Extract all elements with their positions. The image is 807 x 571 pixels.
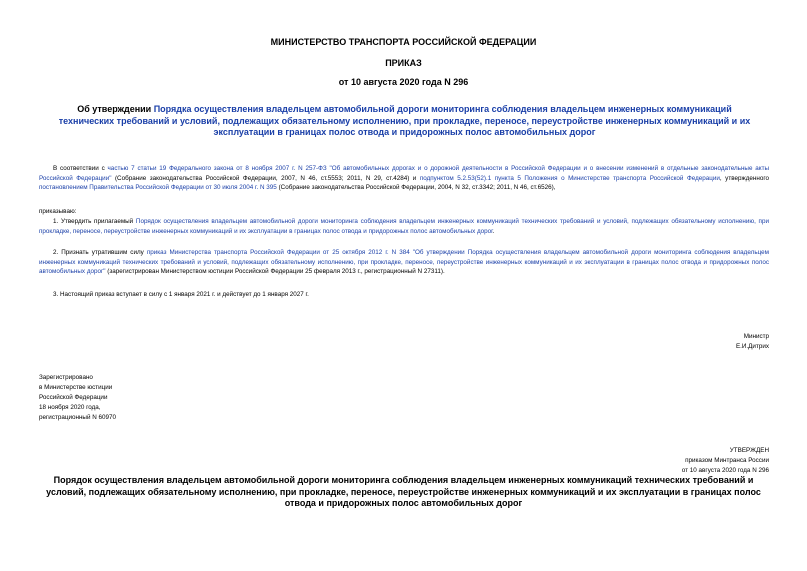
title-procedure-link[interactable]: Порядка осуществления владельцем автомобильной дороги мониторинга соблюдения владельцем инженерных коммуникаций технических требований и условий, подлежащих обязательному исполнению, при прокладке, переносе, переустройстве инженерных коммуникаций и их эксплуатации в границах полос отвода и придорожных полос автомобильных дорог: [58, 104, 751, 137]
registration-line-2: в Министерстве юстиции: [39, 384, 113, 391]
doc-type-heading: ПРИКАЗ: [385, 58, 422, 68]
intro-text-3: , утвержденного: [719, 174, 769, 182]
document-title: [52, 104, 757, 139]
intro-text-4: (Собрание законодательства Российской Федерации, 2004, N 32, ст.3342; 2011, N 46, ст.6526),: [276, 184, 556, 192]
registration-line-4: 18 ноября 2020 года,: [39, 404, 101, 411]
signature-block: [736, 332, 769, 352]
approved-block: [682, 446, 769, 475]
approved-line-3: от 10 августа 2020 года N 296: [681, 466, 769, 474]
approved-line-1: УТВЕРЖДЕН: [729, 447, 769, 454]
title-prefix: Об утверждении: [77, 104, 154, 114]
item-3-paragraph: 3. Настоящий приказ вступает в силу с 1 января 2021 г. и действует до 1 января 2027 г.: [53, 291, 309, 298]
orders-line: приказываю:: [39, 208, 77, 215]
intro-text-1: В соответствии с: [53, 165, 108, 172]
intro-paragraph: [39, 164, 769, 193]
approved-line-2: приказом Минтранса России: [685, 456, 769, 464]
government-resolution-link[interactable]: постановлением Правительства Российской Федерации от 30 июля 2004 г. N 395: [39, 184, 277, 192]
item-1-text-1: 1. Утвердить прилагаемый: [53, 218, 136, 225]
registration-line-5: регистрационный N 60970: [39, 414, 117, 421]
item-1-procedure-link[interactable]: Порядок осуществления владельцем автомобильной дороги мониторинга соблюдения владельцем инженерных коммуникаций технических требований и условий, подлежащих обязательному исполнению, при прокладке, переносе, переустройстве инженерных коммуникаций и их эксплуатации в границах полос отвода и придорожных полос автомобильных дорог: [39, 218, 769, 235]
ministry-heading: МИНИСТЕРСТВО ТРАНСПОРТА РОССИЙСКОЙ ФЕДЕРАЦИИ: [270, 37, 537, 47]
signature-name: Е.И.Дитрих: [735, 342, 769, 350]
item-2-paragraph: [39, 248, 769, 277]
doc-date-number: от 10 августа 2020 года N 296: [338, 77, 469, 87]
intro-text-2: (Собрание законодательства Российской Федерации, 2007, N 46, ст.5553; 2011, N 29, ст.4284) и: [111, 174, 420, 182]
law-257fz-link[interactable]: частью 7 статьи 19 Федерального закона от 8 ноября 2007 г. N 257-ФЗ "Об автомобильных дорогах и о дорожной деятельности в Российской Федерации и о внесении изменений в отдельные законодательные акты Российской Федерации": [39, 165, 770, 182]
procedure-title: Порядок осуществления владельцем автомобильной дороги мониторинга соблюдения владельцем инженерных коммуникаций технических требований и условий, подлежащих обязательному исполнению, при прокладке, переносе, переустройстве инженерных коммуникаций и их эксплуатации в границах полос отвода и придорожных полос автомобильных дорог: [46, 475, 761, 508]
registration-line-1: Зарегистрировано: [39, 374, 93, 381]
regulation-subclause-link[interactable]: подпунктом 5.2.53(52).1 пункта 5 Положения о Министерстве транспорта Российской Федерации: [419, 174, 720, 182]
registration-block: [39, 373, 116, 423]
item-2-order-384-link[interactable]: приказ Министерства транспорта Российской Федерации от 25 октября 2012 г. N 384 "Об утверждении Порядка осуществления владельцем автомобильной дороги мониторинга соблюдения владельцем инженерных коммуникаций технических требований и условий, подлежащих обязательному исполнению, при прокладке, переносе, переустройстве инженерных коммуникаций и их эксплуатации в границах полос отвода и придорожных полос автомобильных дорог": [39, 249, 769, 276]
item-2-text-1: 2. Признать утратившим силу: [53, 249, 147, 256]
registration-line-3: Российской Федерации: [39, 394, 108, 401]
signature-position: Министр: [743, 333, 769, 340]
item-1-paragraph: [39, 217, 769, 236]
item-2-text-2: (зарегистрирован Министерством юстиции Российской Федерации 25 февраля 2013 г., регистрационный N 27311).: [105, 268, 445, 276]
item-1-text-2: .: [492, 227, 495, 235]
